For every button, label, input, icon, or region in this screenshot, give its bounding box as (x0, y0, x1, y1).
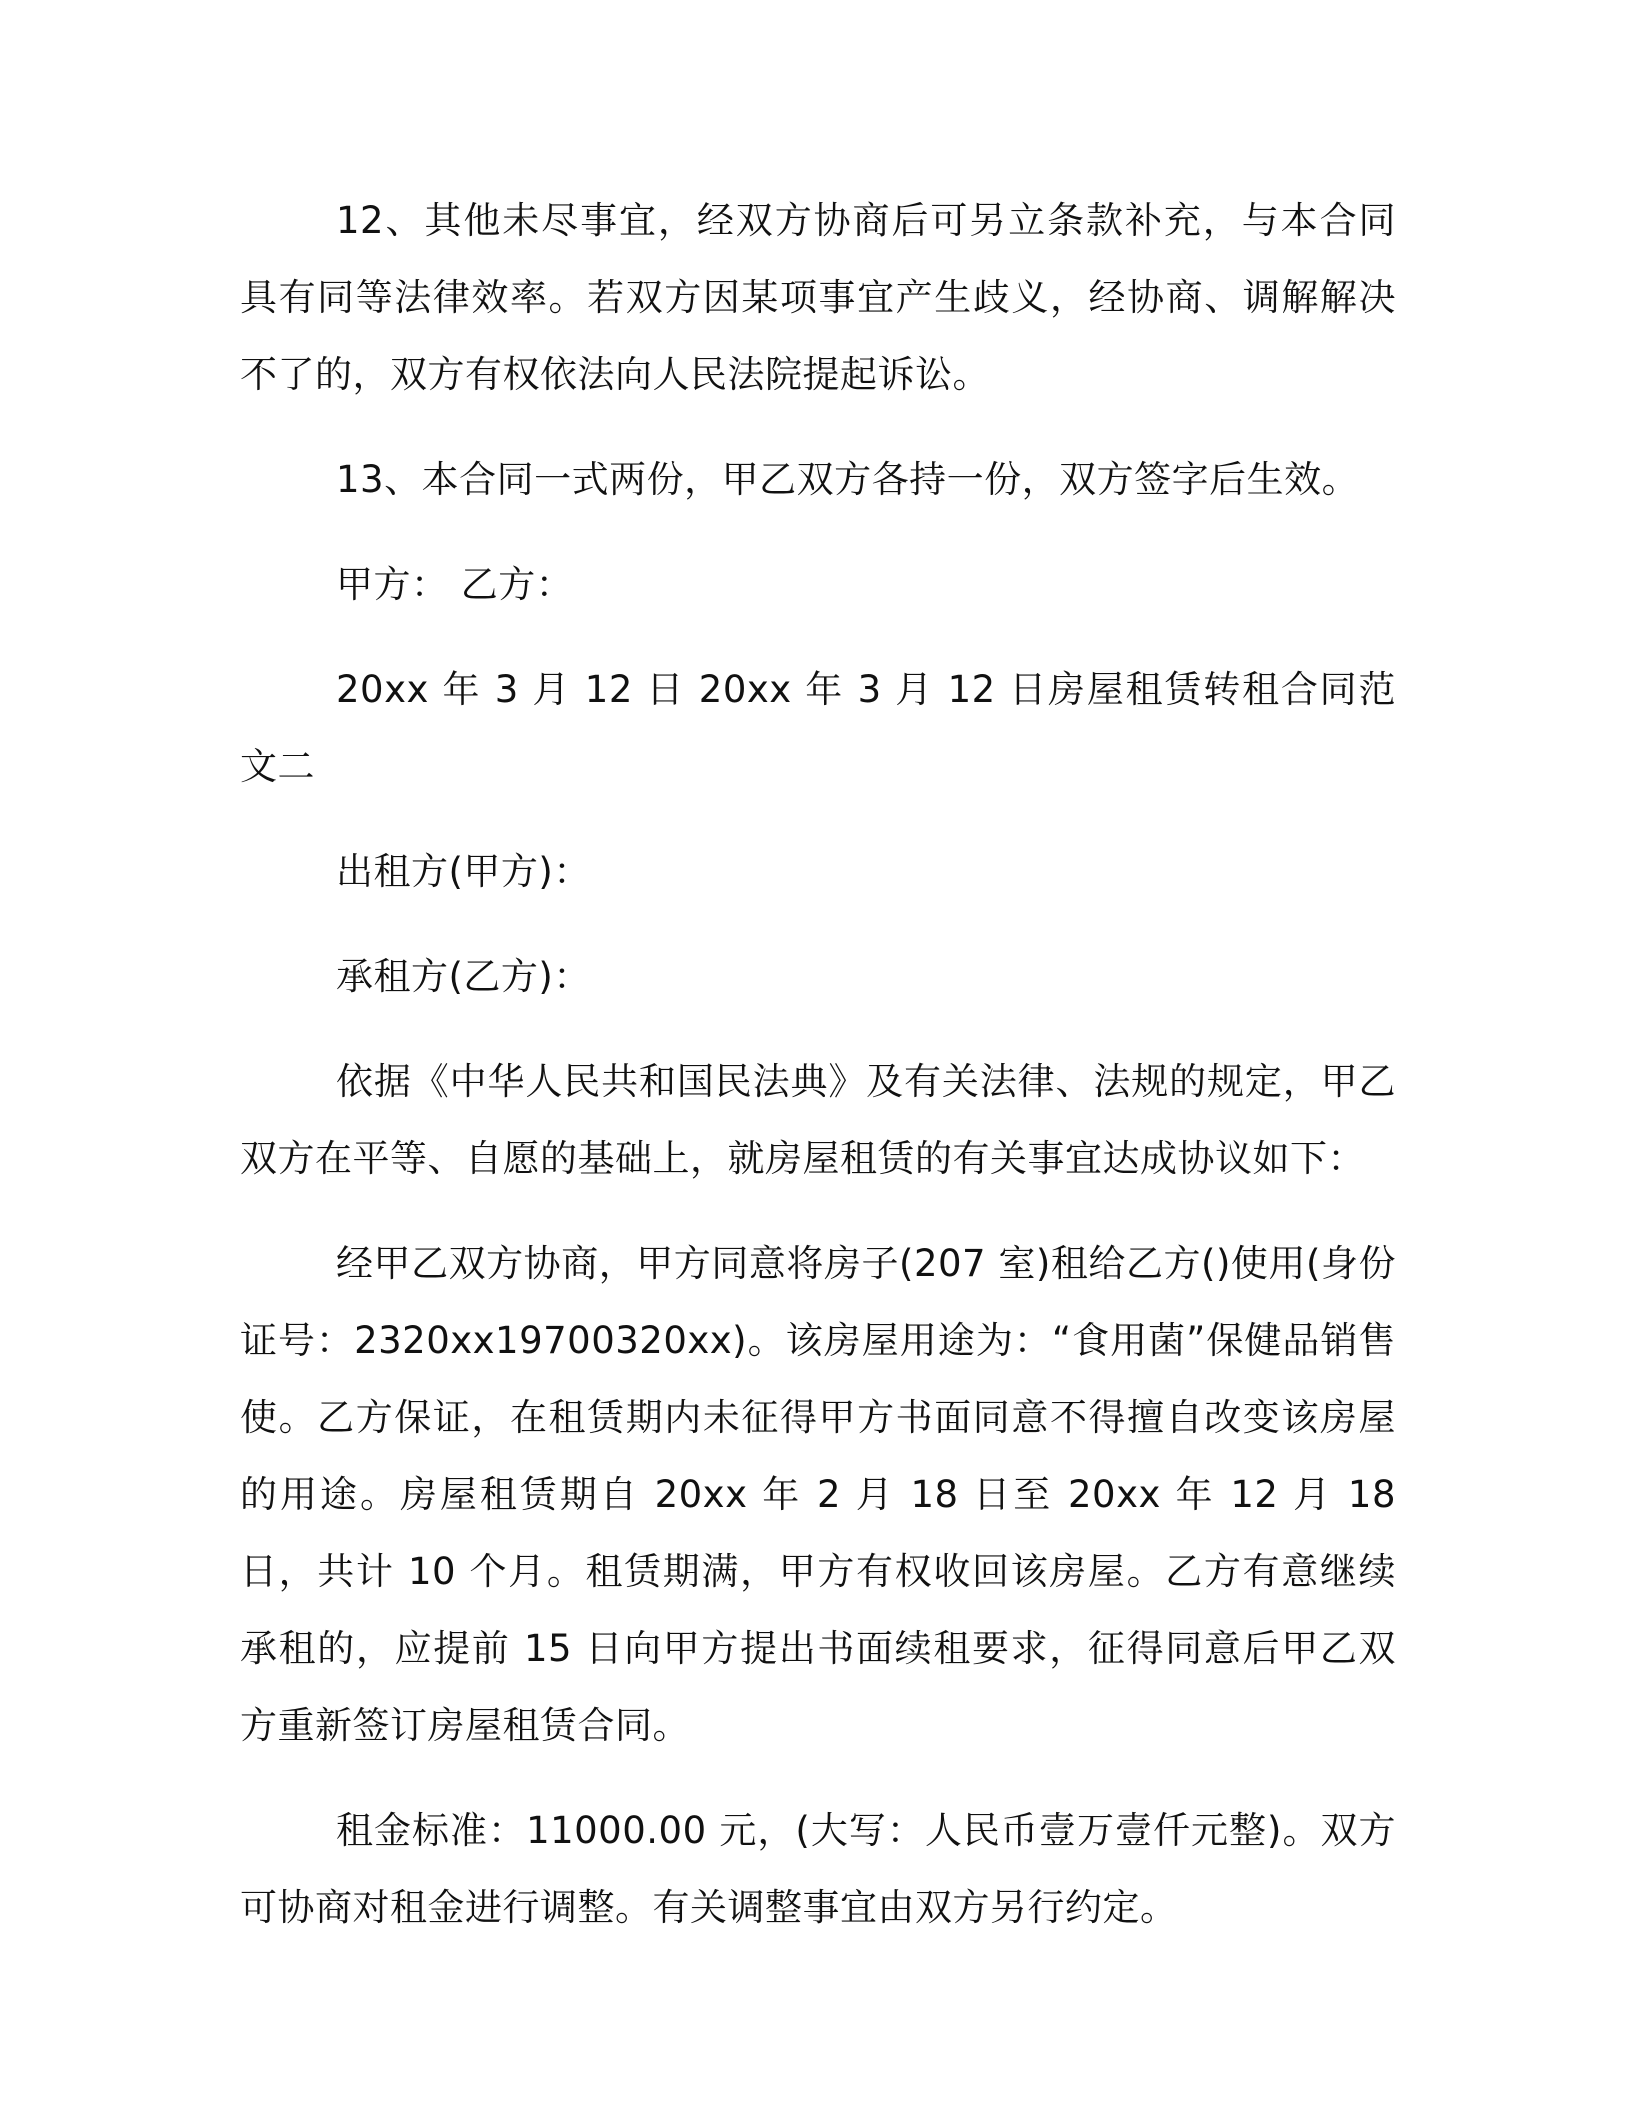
clause-12-paragraph: 12、其他未尽事宜，经双方协商后可另立条款补充，与本合同具有同等法律效率。若双方因某项事宜产生歧义，经协商、调解解决不了的，双方有权依法向人民法院提起诉讼。 (240, 199, 1396, 396)
lease-terms-paragraph: 经甲乙双方协商，甲方同意将房子(207 室)租给乙方()使用(身份证号：2320xx19700320xx)。该房屋用途为：“食用菌”保健品销售使。乙方保证，在租赁期内未征得甲方书面同意不得擅自改变该房屋的用途。房屋租赁期自 20xx 年 2 月 18 日至 20xx 年 12 月 18 日，共计 10 个月。租赁期满，甲方有权收回该房屋。乙方有意继续承租的，应提前 15 日向甲方提出书面续租要求，征得同意后甲乙双方重新签订房屋租赁合同。 (240, 1242, 1396, 1747)
legal-basis-paragraph: 依据《中华人民共和国民法典》及有关法律、法规的规定，甲乙双方在平等、自愿的基础上，就房屋租赁的有关事宜达成协议如下： (240, 1060, 1396, 1180)
lessee-line: 承租方(乙方)： (336, 955, 591, 998)
date-and-title-line: 20xx 年 3 月 12 日 20xx 年 3 月 12 日房屋租赁转租合同范文二 (240, 668, 1396, 788)
document-body (240, 182, 1396, 1946)
rent-standard-paragraph: 租金标准：11000.00 元，(大写：人民币壹万壹仟元整)。双方可协商对租金进行调整。有关调整事宜由双方另行约定。 (240, 1809, 1396, 1929)
clause-13-paragraph: 13、本合同一式两份，甲乙双方各持一份，双方签字后生效。 (336, 458, 1360, 501)
lessor-line: 出租方(甲方)： (336, 850, 591, 893)
signature-parties-line: 甲方： 乙方： (336, 563, 574, 606)
